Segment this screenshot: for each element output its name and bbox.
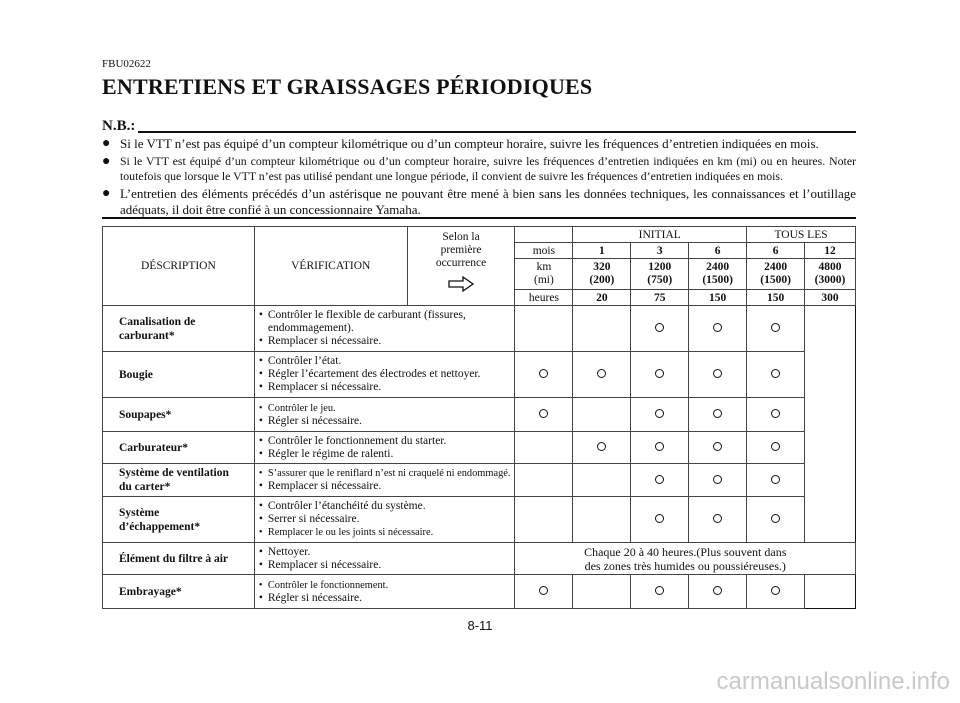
bullet-icon: • — [258, 480, 263, 492]
hours-value: 75 — [631, 290, 689, 306]
interval-cell — [515, 352, 573, 398]
note-rule — [138, 131, 856, 133]
interval-cell — [689, 306, 747, 352]
maintenance-mark-icon — [597, 442, 606, 451]
table-row — [103, 575, 856, 609]
watermark: carmanualsonline.info — [716, 668, 950, 695]
interval-cell — [747, 575, 805, 609]
mi-value: (3000) — [814, 274, 846, 286]
mi-value: (200) — [589, 274, 615, 286]
check-text: Remplacer si nécessaire. — [267, 480, 382, 492]
mi-value: (1500) — [760, 274, 791, 286]
maintenance-mark-icon — [655, 442, 664, 451]
distance-value — [747, 259, 805, 290]
header-premiere: première — [440, 244, 482, 256]
check-text: Remplacer si nécessaire. — [267, 558, 382, 571]
check-text: Contrôler le fonctionnement. — [267, 579, 389, 591]
interval-cell — [515, 575, 573, 609]
maintenance-mark-icon — [655, 475, 664, 484]
maintenance-mark-icon — [655, 514, 664, 523]
arrow-right-icon — [447, 276, 475, 292]
header-first-occurrence — [407, 227, 515, 306]
interval-cell — [515, 306, 573, 352]
maintenance-mark-icon — [771, 475, 780, 484]
bullet-icon: • — [258, 368, 263, 380]
maintenance-mark-icon — [771, 409, 780, 418]
interval-cell — [515, 464, 573, 497]
check-text: Serrer si nécessaire. — [267, 513, 360, 525]
description-line: du carter* — [119, 481, 171, 493]
interval-cell — [747, 352, 805, 398]
check-text: Contrôler le jeu. — [267, 402, 336, 414]
mois-value: 6 — [747, 243, 805, 259]
check-text: Contrôler l’état. — [267, 355, 342, 367]
item-description — [103, 306, 255, 352]
maintenance-mark-icon — [655, 409, 664, 418]
item-description — [103, 543, 255, 575]
note-header — [102, 118, 856, 134]
description-line: Système de ventilation — [119, 467, 229, 479]
distance-value — [689, 259, 747, 290]
interval-cell — [631, 432, 689, 464]
note-item — [102, 186, 856, 218]
maintenance-mark-icon — [539, 409, 548, 418]
bullet-icon: • — [258, 527, 263, 538]
bullet-icon: • — [258, 335, 263, 347]
check-text: S’assurer que le reniflard n’est ni craquelé ni endommagé. — [267, 468, 511, 479]
maintenance-mark-icon — [771, 323, 780, 332]
item-checks — [254, 432, 515, 464]
km-value: 320 — [593, 261, 611, 273]
table-row — [103, 543, 856, 575]
page-title: ENTRETIENS ET GRAISSAGES PÉRIODIQUES — [102, 74, 593, 99]
bullet-icon: • — [258, 558, 263, 571]
maintenance-mark-icon — [539, 586, 548, 595]
header-tous-les: TOUS LES — [747, 227, 856, 243]
document-code: FBU02622 — [102, 58, 151, 70]
table-row — [103, 464, 856, 497]
bullet-icon: • — [258, 355, 263, 367]
mois-value: 6 — [689, 243, 747, 259]
mois-value: 1 — [573, 243, 631, 259]
maintenance-mark-icon — [713, 514, 722, 523]
interval-cell — [689, 575, 747, 609]
bullet-icon: • — [258, 447, 263, 460]
note-item — [102, 136, 856, 152]
bullet-icon: • — [258, 468, 263, 479]
item-checks — [254, 543, 515, 575]
maintenance-mark-icon — [771, 514, 780, 523]
note-list — [102, 136, 856, 220]
check-text: Contrôler le fonctionnement du starter. — [267, 434, 447, 447]
interval-cell — [689, 432, 747, 464]
maintenance-mark-icon — [655, 323, 664, 332]
description-line: d’échappement* — [119, 520, 201, 533]
km-value: 2400 — [706, 261, 730, 273]
mi-value: (750) — [647, 274, 673, 286]
unit-heures: heures — [515, 290, 573, 306]
description-line: Carburateur* — [119, 441, 188, 454]
item-description — [103, 464, 255, 497]
interval-cell — [747, 398, 805, 432]
note-label: N.B.: — [102, 118, 136, 134]
item-checks — [254, 575, 515, 609]
hours-value: 150 — [747, 290, 805, 306]
maintenance-mark-icon — [597, 369, 606, 378]
bullet-icon: • — [258, 414, 263, 427]
interval-cell — [573, 306, 631, 352]
note-text: Si le VTT est équipé d’un compteur kilométrique ou d’un compteur horaire, suivre les fréquences d’entretien indiquées en km (mi) ou en heures. Noter toutefois que lorsque le VTT n’est pas utilisé pendant une longue période, il convient de suivre les fréquences d’entretien indiquées en mois. — [120, 154, 856, 183]
distance-value — [573, 259, 631, 290]
item-description — [103, 352, 255, 398]
maintenance-mark-icon — [713, 586, 722, 595]
header-verification: VÉRIFICATION — [254, 227, 407, 306]
table-row — [103, 306, 856, 352]
bullet-icon: ● — [102, 136, 111, 151]
interval-cell — [573, 432, 631, 464]
interval-cell — [631, 464, 689, 497]
interval-cell — [689, 352, 747, 398]
table-row — [103, 352, 856, 398]
km-value: 2400 — [764, 261, 788, 273]
bullet-icon: • — [258, 309, 263, 321]
description-line: Bougie — [119, 368, 153, 381]
note-end-rule — [102, 217, 856, 219]
table-row — [103, 398, 856, 432]
description-line: carburant* — [119, 329, 175, 342]
interval-cell — [631, 306, 689, 352]
bullet-icon: • — [258, 402, 263, 414]
maintenance-mark-icon — [771, 369, 780, 378]
check-text: Régler l’écartement des électrodes et nettoyer. — [267, 368, 481, 380]
maintenance-mark-icon — [713, 369, 722, 378]
check-text: Contrôler le flexible de carburant (fissures, — [267, 309, 466, 321]
check-text: Remplacer le ou les joints si nécessaire. — [267, 527, 434, 538]
bullet-icon: • — [258, 545, 263, 558]
check-text: Remplacer si nécessaire. — [267, 381, 382, 393]
item-checks — [254, 306, 515, 352]
description-line: Embrayage* — [119, 585, 182, 598]
maintenance-mark-icon — [655, 369, 664, 378]
maintenance-mark-icon — [713, 442, 722, 451]
bullet-icon: • — [258, 500, 263, 512]
km-value: 4800 — [818, 261, 842, 273]
hours-value: 300 — [805, 290, 856, 306]
unit-km-label: km — [536, 261, 552, 273]
interval-cell — [573, 398, 631, 432]
interval-cell — [747, 432, 805, 464]
description-line: Élément du filtre à air — [119, 552, 229, 565]
check-text: endommagement). — [267, 322, 354, 334]
bullet-icon: • — [258, 513, 263, 525]
maintenance-mark-icon — [713, 323, 722, 332]
check-text: Régler le régime de ralenti. — [267, 447, 394, 460]
unit-mois: mois — [515, 243, 573, 259]
item-description — [103, 398, 255, 432]
page-number: 8-11 — [467, 618, 493, 633]
interval-cell — [631, 398, 689, 432]
unit-mi-label: (mi) — [534, 274, 554, 286]
table-row — [103, 497, 856, 543]
note-text: L’entretien des éléments précédés d’un astérisque ne pouvant être mené à bien sans les données techniques, les connaissances et l’outillage adéquats, il doit être confié à un concessionnaire Yamaha. — [120, 186, 856, 217]
hours-value: 20 — [573, 290, 631, 306]
item-checks — [254, 464, 515, 497]
interval-cell — [747, 306, 805, 352]
header-occurrence: occurrence — [435, 257, 487, 269]
interval-cell — [631, 352, 689, 398]
distance-value — [805, 259, 856, 290]
interval-cell — [515, 432, 573, 464]
item-checks — [254, 398, 515, 432]
bullet-icon: • — [258, 579, 263, 591]
interval-cell — [515, 398, 573, 432]
header-description: DÉSCRIPTION — [103, 227, 255, 306]
interval-cell — [573, 497, 631, 543]
interval-cell — [573, 464, 631, 497]
maintenance-mark-icon — [771, 586, 780, 595]
interval-cell — [573, 352, 631, 398]
distance-value — [631, 259, 689, 290]
item-description — [103, 575, 255, 609]
description-line: Système — [119, 506, 160, 519]
header-initial: INITIAL — [573, 227, 747, 243]
mois-value: 12 — [805, 243, 856, 259]
interval-cell — [631, 497, 689, 543]
interval-cell — [689, 464, 747, 497]
interval-note-line: des zones très humides ou poussiéreuses.) — [584, 558, 786, 573]
description-line: Canalisation de — [119, 315, 196, 328]
table-row — [103, 432, 856, 464]
check-text: Nettoyer. — [267, 545, 311, 558]
item-checks — [254, 352, 515, 398]
interval-cell — [689, 497, 747, 543]
maintenance-mark-icon — [713, 409, 722, 418]
check-text: Remplacer si nécessaire. — [267, 335, 382, 347]
interval-cell — [689, 398, 747, 432]
item-description — [103, 497, 255, 543]
mi-value: (1500) — [702, 274, 733, 286]
header-selon-la: Selon la — [442, 231, 480, 243]
interval-cell — [747, 464, 805, 497]
interval-cell — [631, 575, 689, 609]
note-text: Si le VTT n’est pas équipé d’un compteur kilométrique ou d’un compteur horaire, suivre les fréquences d’entretien indiquées en mois. — [120, 136, 819, 151]
mois-value: 3 — [631, 243, 689, 259]
maintenance-table — [102, 226, 856, 609]
bullet-icon: • — [258, 434, 263, 447]
maintenance-mark-icon — [771, 442, 780, 451]
maintenance-mark-icon — [713, 475, 722, 484]
bullet-icon: ● — [102, 186, 111, 201]
interval-note-line: Chaque 20 à 40 heures.(Plus souvent dans — [584, 544, 787, 559]
description-line: Soupapes* — [119, 408, 172, 421]
interval-cell — [573, 575, 631, 609]
item-checks — [254, 497, 515, 543]
check-text: Régler si nécessaire. — [267, 414, 363, 427]
km-value: 1200 — [648, 261, 672, 273]
item-description — [103, 432, 255, 464]
note-item — [102, 154, 856, 184]
interval-note — [515, 543, 856, 575]
maintenance-mark-icon — [539, 369, 548, 378]
bullet-icon: ● — [102, 154, 111, 169]
check-text: Contrôler l’étanchéité du système. — [267, 500, 426, 512]
interval-cell — [515, 497, 573, 543]
maintenance-mark-icon — [655, 586, 664, 595]
interval-cell — [747, 497, 805, 543]
hours-value: 150 — [689, 290, 747, 306]
unit-km — [515, 259, 573, 290]
bullet-icon: • — [258, 381, 263, 393]
check-text: Régler si nécessaire. — [267, 591, 363, 604]
bullet-icon: • — [258, 591, 263, 604]
